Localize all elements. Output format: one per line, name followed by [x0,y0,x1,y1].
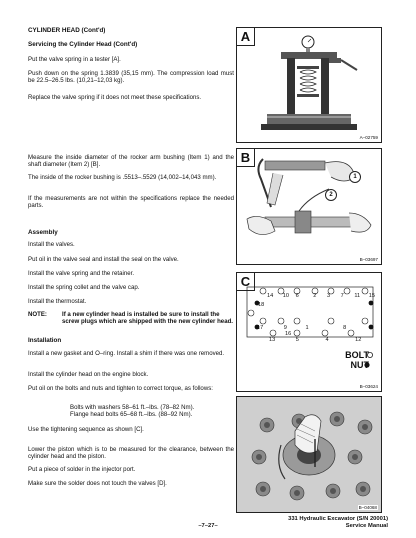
note-block [28,311,234,335]
step-install-head: Install the cylinder head on the engine block. [28,371,149,378]
paragraph-replace-spring: Replace the valve spring if it does not meet these specifications. [28,94,202,101]
step-solder: Put a piece of solder in the injector port. [28,466,136,473]
footer-machine: 331 Hydraulic Excavator (S/N 20001) [288,516,388,522]
spring-tester-illustration [237,28,381,142]
seq-17: 17 [257,325,264,331]
seq-12: 12 [355,337,362,343]
paragraph-compression: Push down on the spring 1.3839 (35,15 mm). The compression load must be 22.5–26.5 lbs. (10,21–12,03 kg). [28,70,234,85]
seq-16: 16 [285,331,292,337]
figure-b-letter: B [237,149,255,167]
page-number: –7–27– [198,523,218,529]
seq-14: 14 [267,293,274,299]
sequence-bottom-row [269,337,361,343]
footer-manual: Service Manual [345,523,388,529]
seq-18: 18 [258,302,265,308]
sequence-middle-row [257,325,381,337]
installation-heading: Installation [28,337,62,344]
figure-b-code: B–03697 [359,257,378,262]
figure-d-code: B–04068 [358,505,377,510]
step-lower-piston: Lower the piston which is to be measured for the clearance, between the cylinder head and the piston. [28,446,234,461]
callout-item-1: 1 [349,171,361,183]
step-torque: Put oil on the bolts and nuts and tighten to correct torque, as follows: [28,385,213,392]
seq-3: 3 [326,293,331,299]
seq-2: 2 [313,293,317,299]
rocker-measurement-illustration [237,149,381,264]
step-sequence: Use the tightening sequence as shown [C]. [28,426,144,433]
seq-10: 10 [282,293,290,299]
note-label: NOTE: [28,311,47,318]
step-spring-collet: Install the spring collet and the valve cap. [28,284,140,291]
figure-a [236,27,382,143]
figure-d [236,396,382,513]
torque-flange-bolts: Flange head bolts 65–68 ft.–lbs. (88–92 Nm). [70,411,193,418]
figure-c-letter: C [237,273,255,291]
seq-4: 4 [325,337,329,343]
note-body: If a new cylinder head is installed be sure to install the screw plugs which are shipped with the new cylinder head. [62,311,234,326]
step-install-valves: Install the valves. [28,241,75,248]
figure-c [236,272,382,392]
legend-nut: NUT [350,360,369,370]
seq-11: 11 [354,293,361,299]
seq-1: 1 [305,325,309,331]
section-subtitle: Servicing the Cylinder Head (Cont'd) [28,41,138,48]
section-title: CYLINDER HEAD (Cont'd) [28,27,106,34]
seq-15: 15 [368,293,375,299]
step-thermostat: Install the thermostat. [28,298,87,305]
seq-9: 9 [283,325,287,331]
callout-item-2: 2 [325,189,337,201]
seq-8: 8 [343,325,347,331]
manual-footer [288,516,388,530]
step-valve-spring: Install the valve spring and the retainer. [28,270,135,277]
seq-13: 13 [269,337,276,343]
paragraph-replace-parts: If the measurements are not within the specifications replace the needed parts. [28,195,234,210]
seq-6: 6 [295,293,299,299]
paragraph-tester: Put the valve spring in a tester [A]. [28,56,121,63]
step-gasket: Install a new gasket and O–ring. Install a shim if there was one removed. [28,350,225,357]
step-valve-seal: Put oil in the valve seal and install the seal on the valve. [28,256,179,263]
seq-5: 5 [295,337,299,343]
figure-a-code: A–02759 [359,135,378,140]
figure-a-letter: A [237,28,255,46]
paragraph-bushing-spec: The inside of the rocker bushing is .5513–.5529 (14,002–14,043 mm). [28,174,217,181]
sequence-top-row [267,293,375,299]
torque-bolts-washers: Bolts with washers 58–61 ft.–lbs. (78–82 Nm). [70,404,195,411]
assembly-heading: Assembly [28,229,58,236]
figure-c-code: B–03624 [359,384,378,389]
cylinder-head-solder-illustration [237,397,381,512]
legend-bolt: BOLT [345,350,369,360]
step-solder-valves: Make sure the solder does not touch the valves [D]. [28,480,167,487]
paragraph-measure-bushing: Measure the inside diameter of the rocker arm bushing (Item 1) and the shaft diameter (Item 2) [B]. [28,154,234,169]
figure-b [236,148,382,265]
seq-7: 7 [340,293,344,299]
